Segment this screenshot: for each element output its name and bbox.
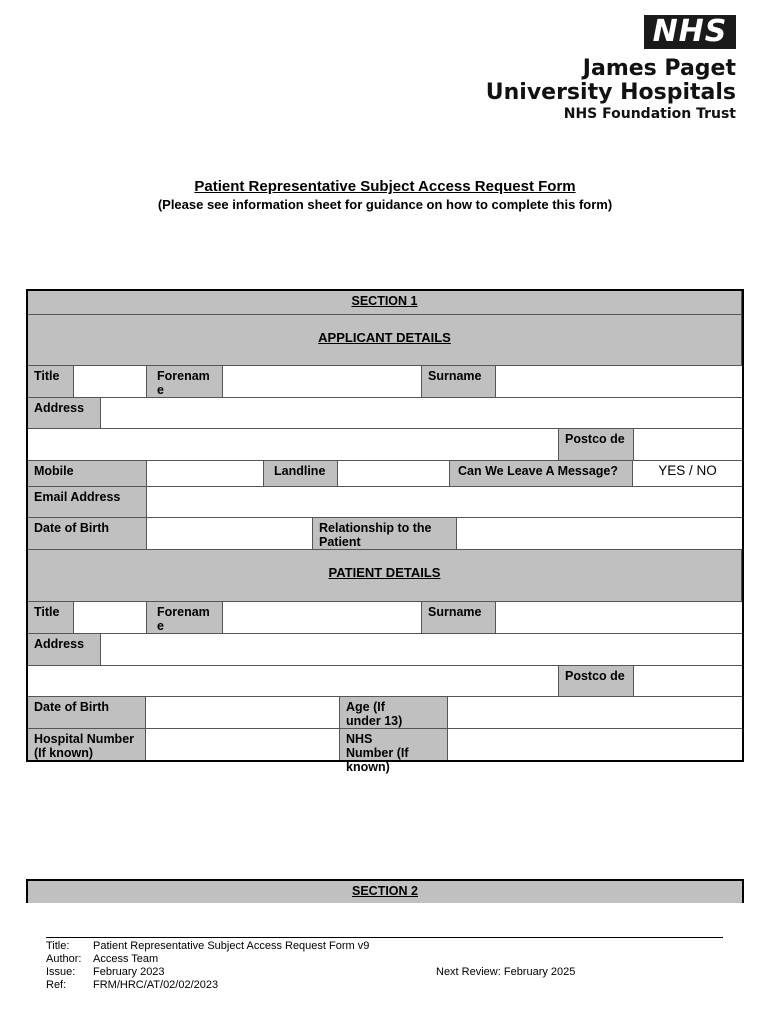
footer-author: Author: Access Team [46,953,159,965]
patient-surname-field[interactable] [496,602,742,634]
applicant-address-line2[interactable] [28,429,559,461]
applicant-forename-field[interactable] [223,366,422,398]
patient-title-label: Title [28,602,74,634]
applicant-title-field[interactable] [74,366,147,398]
mobile-field[interactable] [147,461,264,487]
applicant-title-label: Title [28,366,74,398]
applicant-details-heading: APPLICANT DETAILS [28,315,742,366]
hospital-number-field[interactable] [146,729,340,760]
footer-ref: Ref: FRM/HRC/AT/02/02/2023 [46,979,219,991]
patient-details-heading: PATIENT DETAILS [28,550,742,602]
patient-postcode-field[interactable] [634,666,742,697]
section2-table [26,879,744,903]
footer-divider [46,937,723,938]
landline-label: Landline [264,461,338,487]
patient-forename-label: Forenam e [147,602,223,634]
form-subtitle: (Please see information sheet for guidance on how to complete this form) [157,197,613,212]
footer-title: Title: Patient Representative Subject Access Request Form v9 [46,940,370,952]
email-field[interactable] [147,487,742,518]
org-name-line2: University Hospitals [485,80,736,105]
applicant-forename-label: Forenam e [147,366,223,398]
leave-message-options[interactable]: YES / NO [633,461,742,487]
patient-address-line2[interactable] [28,666,559,697]
age-field[interactable] [448,697,742,729]
hospital-number-label: Hospital Number (If known) [28,729,146,760]
applicant-dob-label: Date of Birth [28,518,147,550]
leave-message-label: Can We Leave A Message? [450,461,633,487]
applicant-address-field[interactable] [101,398,742,429]
nhs-logo: NHS [644,15,736,49]
landline-field[interactable] [338,461,450,487]
patient-dob-label: Date of Birth [28,697,146,729]
section1-label: SECTION 1 [28,291,742,315]
applicant-postcode-field[interactable] [634,429,742,461]
section2-label: SECTION 2 [352,884,418,898]
relationship-field[interactable] [457,518,742,550]
mobile-label: Mobile [28,461,147,487]
age-label: Age (If under 13) [340,697,448,729]
patient-postcode-label: Postco de [559,666,634,697]
org-name-line3: NHS Foundation Trust [563,106,736,119]
patient-address-field[interactable] [101,634,742,666]
section1-table [26,289,744,774]
footer-next-review: Next Review: February 2025 [436,966,576,978]
org-name-line1: James Paget [582,56,736,81]
form-title: Patient Representative Subject Access Request Form [194,178,576,195]
email-label: Email Address [28,487,147,518]
applicant-surname-field[interactable] [496,366,742,398]
relationship-label: Relationship to the Patient [313,518,457,550]
applicant-postcode-label: Postco de [559,429,634,461]
patient-title-field[interactable] [74,602,147,634]
patient-dob-field[interactable] [146,697,340,729]
footer-issue: Issue: February 2023 [46,966,165,978]
patient-surname-label: Surname [422,602,496,634]
nhs-number-field[interactable] [448,729,742,760]
applicant-surname-label: Surname [422,366,496,398]
patient-address-label: Address [28,634,101,666]
applicant-dob-field[interactable] [147,518,313,550]
nhs-number-label: NHS Number (If known) [340,729,448,760]
applicant-address-label: Address [28,398,101,429]
patient-forename-field[interactable] [223,602,422,634]
